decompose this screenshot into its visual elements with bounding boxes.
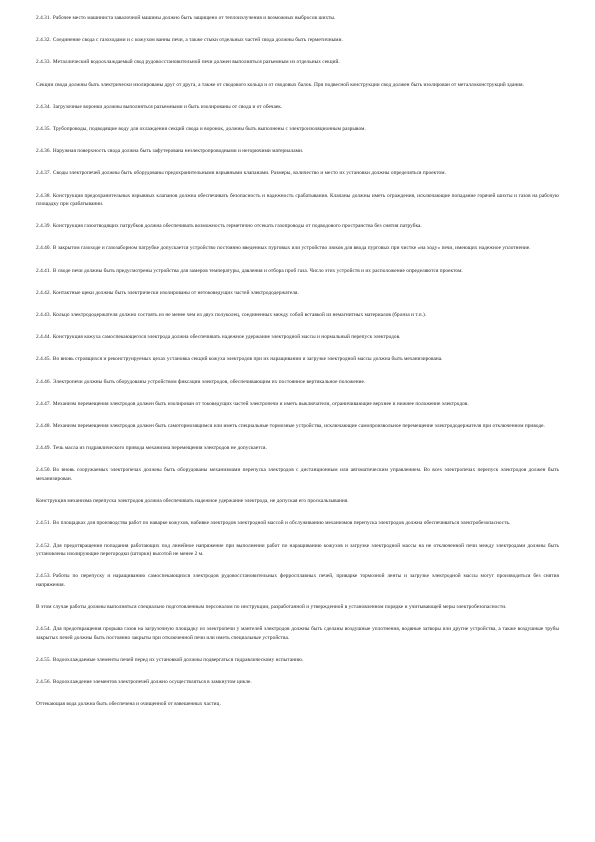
paragraph — [36, 572, 559, 589]
paragraph-number: 2.4.48. — [36, 422, 51, 429]
paragraph-number: 2.4.38. — [36, 192, 51, 199]
paragraph-number: 2.4.39. — [36, 223, 51, 230]
paragraph — [36, 355, 559, 364]
paragraph-text: Во площадках для производства работ по наварке кожухов, набивке электродов электродной массой и обслуживанию механизмов перепуска электродов должна обеспечиваться электробезопасность. — [52, 520, 511, 527]
paragraph — [36, 267, 559, 276]
paragraph — [36, 244, 559, 253]
paragraph-text: Для предотвращения попадания работающих под линейное напряжение при выполнении работ по наращиванию кожухов и загрузке электродной массы на не отключенной печи между электродами должны быть установлены изолирующие перегородки (шторки) высотой не менее 2 м. — [36, 542, 559, 558]
paragraph — [36, 625, 559, 642]
paragraph — [36, 14, 559, 23]
paragraph-number: 2.4.36. — [36, 148, 51, 155]
paragraph-text: Водоохлаждаемые элементы печей перед их установкой должны подвергаться гидравлическому испытанию. — [52, 657, 304, 664]
paragraph — [36, 497, 559, 506]
paragraph-number: 2.4.50. — [36, 467, 51, 474]
paragraph-number: 2.4.37. — [36, 170, 51, 177]
paragraph-text: Механизм перемещения электродов должен быть изолирован от токоведущих частей электропечи и иметь выключатели, ограничивающие верхнее и нижнее положение электродов. — [52, 400, 469, 407]
paragraph-number: 2.4.55. — [36, 657, 51, 664]
paragraph-text: Конструкция газоотводящих патрубков должна обеспечивать возможность герметично отсекать газопроводы от подводового пространства без снятия патрубка. — [52, 223, 422, 230]
paragraph — [36, 603, 559, 612]
paragraph — [36, 656, 559, 665]
paragraph-text: Работы по перепуску и наращиванию самоспекающихся электродов рудовосстановительных ферросплавных печей, приварке тормозной ленты и загрузке электродной массы могут производиться без снятия напряжения. — [36, 573, 559, 588]
paragraph — [36, 103, 559, 112]
paragraph-number: 2.4.46. — [36, 378, 51, 385]
paragraph — [36, 519, 559, 528]
paragraph — [36, 700, 559, 709]
paragraph — [36, 192, 559, 209]
paragraph-text: Трубопроводы, подводящие воду для охлаждения секций свода и воронок, должны быть выполнены с электроизоляционным разрывом. — [52, 125, 366, 132]
paragraph — [36, 444, 559, 453]
paragraph — [36, 542, 559, 559]
paragraph — [36, 289, 559, 298]
paragraph-text: Конструкция кожуха самоспекающегося электрода должна обеспечивать надежное удержание электродной массы и нормальный перепуск электродов. — [52, 334, 401, 341]
paragraph — [36, 378, 559, 387]
paragraph-number: 2.4.56. — [36, 679, 51, 686]
paragraph-text: Загрузочные воронки должны выполняться разъемными и быть изолированы от свода и от обечаек. — [52, 103, 283, 110]
paragraph-number: 2.4.34. — [36, 103, 51, 110]
paragraph-number: 2.4.32. — [36, 37, 51, 44]
paragraph-text: Рабочее место машиниста завалочной машины должно быть защищено от теплоизлучения и возможных выбросов шихты. — [52, 15, 336, 21]
paragraph — [36, 333, 559, 342]
paragraph-text: Для предотвращения прорыва газов на загрузочную площадку из электропечи у мантелей электродов должны быть сделаны воздушные уплотнения, водяные затворы или другие устройства, а также воздушные трубы закрытых печей должны быть постоянно закрыты при отключенной печи или иметь специальные устройства. — [36, 626, 559, 641]
paragraph-text: Во вновь сооружаемых электропечах должны быть оборудованы механизмами перепуска электродов с дистанционным или автоматическим управлением. Во всех электропечах перепуск электродов должен быть механизирован. — [36, 467, 559, 482]
paragraph-text: Кольцо электрододержателя должно состоять из не менее чем из двух полуколец, соединенных между собой вставкой из немагнитных материалов (бронза и т.п.). — [52, 312, 427, 319]
paragraph-text: Соединение свода с газоходами и с кожухом ванны печи, а также стыки отдельных частей свода должны быть герметичными. — [52, 37, 343, 44]
paragraph-number: 2.4.33. — [36, 59, 51, 66]
paragraph-number: 2.4.47. — [36, 400, 51, 407]
paragraph-number: 2.4.35. — [36, 125, 51, 132]
paragraph-text: Электропечи должны быть оборудованы устройством фиксации электродов, обеспечивающим их постоянное вертикальное положение. — [52, 378, 366, 385]
paragraph — [36, 466, 559, 483]
paragraph — [36, 422, 559, 431]
paragraph-text: Металлический водоохлаждаемый свод рудовосстановительной печи должен выполняться разъемным из отдельных секций. — [52, 59, 340, 66]
paragraph — [36, 311, 559, 320]
paragraph-number: 2.4.52. — [36, 542, 51, 549]
paragraph — [36, 36, 559, 45]
paragraph-text: Секции свода должны быть электрически изолированы друг от друга, а также от сводового кольца и от сводовых балок. При подвесной конструкции свод должен быть изолирован от металлоконструкций здания. — [36, 81, 524, 88]
paragraph-text: Течь масла из гидравлического привода механизма перемещения электродов не допускается. — [52, 445, 267, 452]
paragraph-number: 2.4.51. — [36, 520, 51, 527]
paragraph-text: Водоохлаждение элементов электропечей должно осуществляться в замкнутом цикле. — [52, 679, 252, 686]
paragraph — [36, 58, 559, 67]
paragraph-text: Механизм перемещения электродов должен быть самотормозящимся или иметь специальные тормозные устройства, исключающие самопроизвольное перемещение электрододержателя при отключенном приводе. — [52, 422, 545, 429]
paragraph-text: Конструкция механизма перепуска электродов должна обеспечивать надежное удержание электрода, не допуская его проскальзывания. — [36, 498, 349, 505]
paragraph-text: Во вновь строящихся и реконструируемых цехах установка секций кожуха электродов при их наращивании и загрузке электродной массы должна быть механизирована. — [52, 356, 443, 363]
paragraph — [36, 678, 559, 687]
paragraph-text: В этом случае работы должны выполняться специально подготовленным персоналом по инструкции, разработанной и утвержденной в установленном порядке и учитывающей меры электробезопасности. — [36, 604, 507, 611]
paragraph-text: Оттекающая вода должна быть обеспечена и очищенной от взвешенных частиц. — [36, 701, 221, 708]
paragraph — [36, 81, 559, 90]
paragraph-number: 2.4.44. — [36, 334, 51, 341]
paragraph-text: Конструкция предохранительных взрывных клапанов должна обеспечивать безопасность и надежность срабатывания. Клапаны должны иметь ограждения, исключающие попадание горячей шихты и газов на рабочую площадку при срабатывании. — [36, 192, 559, 208]
paragraph-text: Наружная поверхность свода должна быть зафутерована неэлектропроводными и негорючими материалами. — [52, 148, 304, 155]
paragraph-number: 2.4.45. — [36, 356, 51, 363]
paragraph-number: 2.4.49. — [36, 445, 51, 452]
paragraph-number: 2.4.40. — [36, 245, 51, 252]
paragraph — [36, 222, 559, 231]
paragraph-text: Своды электропечей должны быть оборудованы предохранительными взрывными клапанами. Размеры, количество и место их установки должны определяться проектом. — [52, 170, 446, 177]
paragraph-number: 2.4.53. — [36, 573, 51, 580]
paragraph-number: 2.4.42. — [36, 289, 51, 296]
paragraph-text: Контактные щеки должны быть электрически изолированы от нетоковедущих частей электрододержателя. — [52, 289, 299, 296]
paragraph — [36, 169, 559, 178]
paragraph-number: 2.4.31. — [36, 15, 51, 21]
paragraph-number: 2.4.43. — [36, 312, 51, 319]
paragraph-text: В закрытом газоходе и газозаборном патрубке допускается устройство постоянно введенных пурговых или устройство люков для ввода пурговых при чистке «на ходу» печи, имеющих надежное уплотнение. — [52, 245, 531, 252]
paragraph — [36, 125, 559, 134]
paragraph-text: В своде печи должны быть предусмотрены устройства для замеров температуры, давления и отбора проб газа. Число этих устройств и их расположение определяются проектом. — [52, 267, 463, 274]
paragraph-number: 2.4.41. — [36, 267, 51, 274]
paragraph-number: 2.4.54. — [36, 626, 51, 633]
paragraph — [36, 400, 559, 409]
paragraph — [36, 147, 559, 156]
